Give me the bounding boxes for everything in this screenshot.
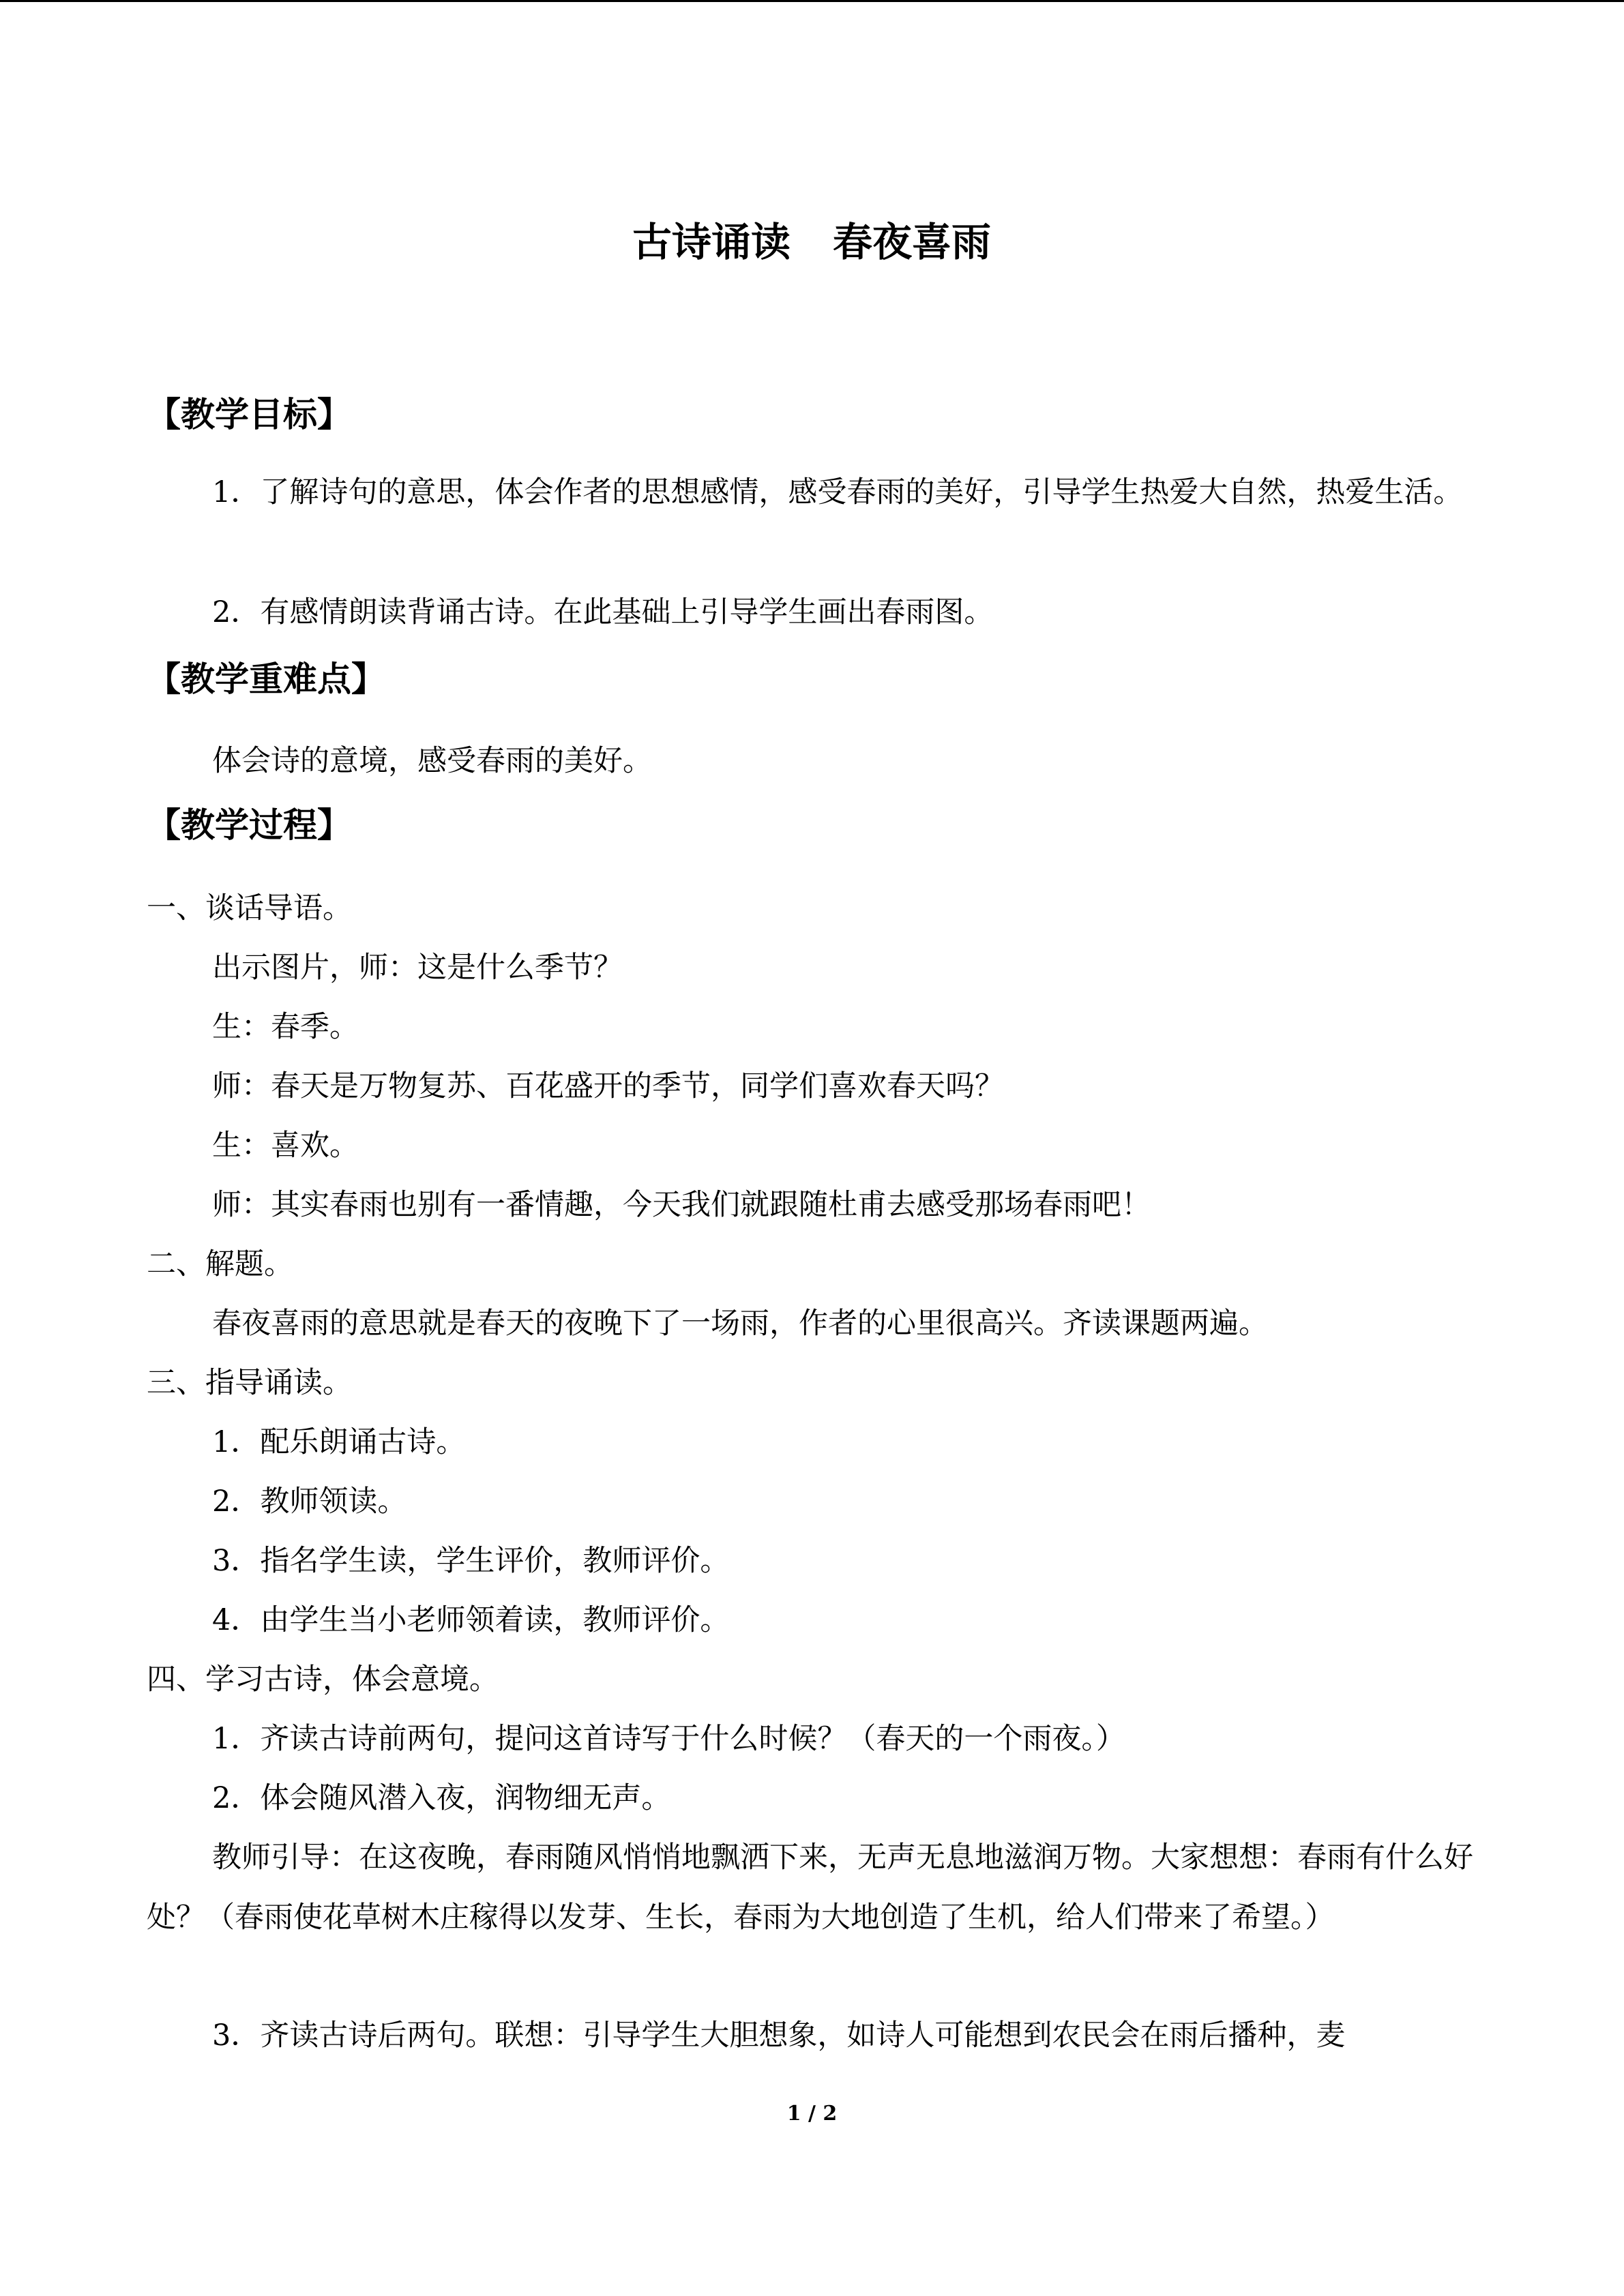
title-part-1: 古诗诵读 [632,219,791,265]
step-1-line: 师：其实春雨也别有一番情趣，今天我们就跟随杜甫去感受那场春雨吧！ [212,1188,1151,1222]
step-4-line: 1．齐读古诗前两句，提问这首诗写于什么时候？（春天的一个雨夜。） [212,1722,1125,1756]
objective-item-2: 2．有感情朗读背诵古诗。在此基础上引导学生画出春雨图。 [212,595,994,629]
step-1-line: 出示图片，师：这是什么季节？ [212,951,623,985]
heading-process: 【教学过程】 [147,805,351,845]
title-part-2: 春夜喜雨 [833,219,992,265]
step-3-line: 3．指名学生读，学生评价，教师评价。 [212,1544,730,1578]
step-4-teacher-guide: 教师引导：在这夜晚，春雨随风悄悄地飘洒下来，无声无息地滋润万物。大家想想：春雨有什么好处？（春雨使花草树木庄稼得以发芽、生长，春雨为大地创造了生机，给人们带来了希望。） [147,1840,1473,1935]
page-title [147,205,1477,280]
process-step-2-title: 二、解题。 [147,1247,293,1281]
step-1-line: 生：春季。 [212,1010,359,1044]
key-points-text: 体会诗的意境，感受春雨的美好。 [212,744,652,778]
heading-key-points: 【教学重难点】 [147,659,385,699]
step-1-line: 生：喜欢。 [212,1129,359,1163]
step-3-line: 1．配乐朗诵古诗。 [212,1425,466,1459]
process-step-3-title: 三、指导诵读。 [147,1366,352,1400]
step-2-line: 春夜喜雨的意思就是春天的夜晚下了一场雨，作者的心里很高兴。齐读课题两遍。 [212,1307,1268,1341]
step-3-line: 4．由学生当小老师领着读，教师评价。 [212,1603,730,1637]
step-1-line: 师：春天是万物复苏、百花盛开的季节，同学们喜欢春天吗？ [212,1069,1004,1103]
step-3-line: 2．教师领读。 [212,1485,407,1519]
process-step-4-title: 四、学习古诗，体会意境。 [147,1663,499,1697]
step-4-line: 2．体会随风潜入夜，润物细无声。 [212,1781,671,1815]
page-number: 1 / 2 [786,2102,838,2126]
process-step-1-title: 一、谈话导语。 [147,891,352,925]
top-border-line [0,0,1624,2]
heading-objectives: 【教学目标】 [147,395,351,434]
objective-item-1: 1．了解诗句的意思，体会作者的思想感情，感受春雨的美好，引导学生热爱大自然，热爱生活。 [212,475,1463,509]
step-4-item-3: 3．齐读古诗后两句。联想：引导学生大胆想象，如诗人可能想到农民会在雨后播种，麦 [212,2018,1346,2053]
